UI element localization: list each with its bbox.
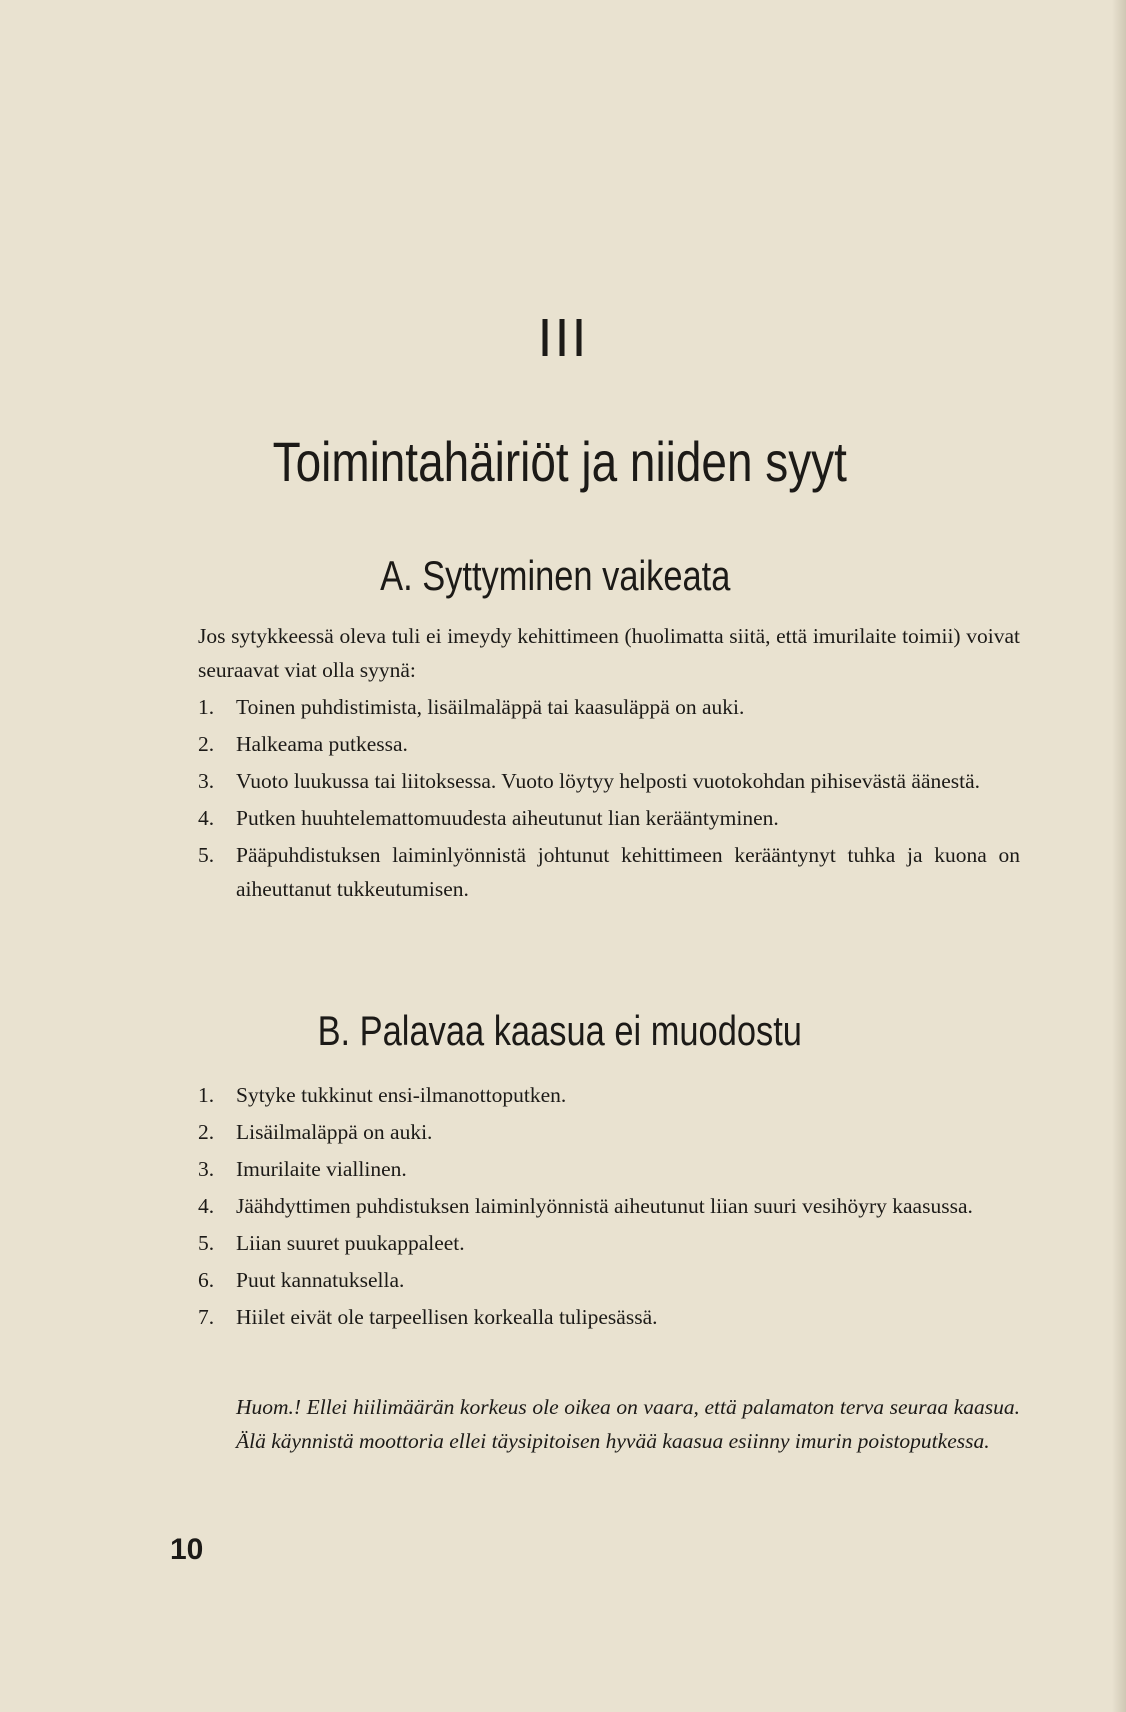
list-item-text: Sytyke tukkinut ensi-ilmanottoputken. xyxy=(236,1083,567,1107)
list-item-number: 6. xyxy=(198,1268,215,1292)
list-item-text: Lisäilmaläppä on auki. xyxy=(236,1120,433,1144)
list-item-number: 5. xyxy=(198,843,215,867)
list-item xyxy=(198,838,1020,906)
list-item-text: Putken huuhtelemattomuudesta aiheutunut lian kerääntyminen. xyxy=(236,806,779,830)
list-item xyxy=(198,1226,1020,1260)
list-item-text: Pääpuhdistuksen laiminlyönnistä johtunut kehittimeen kerääntynyt tuhka ja kuona on aiheuttanut tukkeutumisen. xyxy=(236,843,1020,901)
list-item-text: Vuoto luukussa tai liitoksessa. Vuoto löytyy helposti vuotokohdan pihisevästä äänestä. xyxy=(236,769,981,793)
warning-note: Huom.! Ellei hiilimäärän korkeus ole oikea on vaara, että palamaton terva seuraa kaasua. Älä käynnistä moottoria ellei täysipitoisen hyvää kaasua esiinny imurin poistoputkessa. xyxy=(236,1395,1020,1453)
list-item-number: 3. xyxy=(198,769,215,793)
list-item-text: Puut kannatuksella. xyxy=(236,1268,405,1292)
list-item xyxy=(198,690,1020,724)
list-item xyxy=(198,727,1020,761)
chapter-number: III xyxy=(537,308,589,368)
list-item-number: 3. xyxy=(198,1157,215,1181)
list-item-text: Liian suuret puukappaleet. xyxy=(236,1231,465,1255)
chapter-title: Toimintahäiriöt ja niiden syyt xyxy=(272,430,847,493)
page-edge xyxy=(1112,0,1126,1712)
list-item-number: 2. xyxy=(198,1120,215,1144)
list-item-text: Hiilet eivät ole tarpeellisen korkealla tulipesässä. xyxy=(236,1305,658,1329)
list-item-text: Imurilaite viallinen. xyxy=(236,1157,407,1181)
list-item xyxy=(198,1078,1020,1112)
list-item-number: 4. xyxy=(198,806,215,830)
list-item xyxy=(198,764,1020,798)
list-item-text: Jäähdyttimen puhdistuksen laiminlyönnistä aiheutunut liian suuri vesihöyry kaasussa. xyxy=(236,1194,973,1218)
list-item xyxy=(198,801,1020,835)
list-item-number: 7. xyxy=(198,1305,215,1329)
list-item xyxy=(198,1263,1020,1297)
list-item-number: 1. xyxy=(198,695,215,719)
list-item xyxy=(198,1115,1020,1149)
list-item xyxy=(198,1152,1020,1186)
list-item-number: 2. xyxy=(198,732,215,756)
list-item-text: Halkeama putkessa. xyxy=(236,732,408,756)
list-item xyxy=(198,1300,1020,1334)
page-number: 10 xyxy=(170,1533,204,1566)
section-b-list xyxy=(198,1078,1020,1337)
list-item-number: 1. xyxy=(198,1083,215,1107)
section-a-heading: A. Syttyminen vaikeata xyxy=(380,552,731,599)
list-item-number: 5. xyxy=(198,1231,215,1255)
list-item xyxy=(198,1189,1020,1223)
list-item-number: 4. xyxy=(198,1194,215,1218)
section-b-heading: B. Palavaa kaasua ei muodostu xyxy=(317,1007,802,1054)
list-item-text: Toinen puhdistimista, lisäilmaläppä tai kaasuläppä on auki. xyxy=(236,695,745,719)
section-a-list xyxy=(198,690,1020,909)
section-a-intro: Jos sytykkeessä oleva tuli ei imeydy kehittimeen (huolimatta siitä, että imurilaite toimii) voivat seuraavat viat olla syynä: xyxy=(198,624,1020,682)
